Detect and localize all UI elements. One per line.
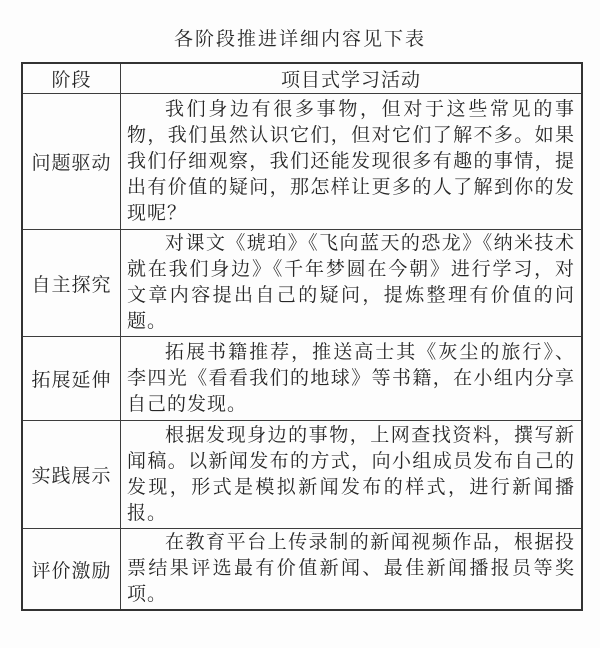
activity-text: 对课文《琥珀》《飞向蓝天的恐龙》《纳米技术就在我们身边》《千年梦圆在今朝》进行学习，对文章内容提出自己的疑问，提炼整理有价值的问题。 xyxy=(127,233,575,332)
document-title: 各阶段推进详细内容见下表 xyxy=(173,29,426,50)
stage-label: 自主探究 xyxy=(22,230,121,337)
activity-text: 在教育平台上传录制的新闻视频作品，根据投票结果评选最有价值新闻、最佳新闻播报员等奖项。 xyxy=(127,532,575,605)
column-header-stage: 阶段 xyxy=(22,63,121,94)
table-row xyxy=(22,94,582,230)
activity-cell xyxy=(121,421,583,529)
activity-cell xyxy=(121,230,583,337)
stage-label: 问题驱动 xyxy=(22,94,121,230)
stage-label: 实践展示 xyxy=(22,421,121,529)
table-row xyxy=(22,337,582,421)
stage-label: 评价激励 xyxy=(22,529,121,611)
activity-cell xyxy=(121,337,583,421)
table-row xyxy=(22,529,582,611)
table-header-row xyxy=(22,63,582,94)
stage-label: 拓展延伸 xyxy=(22,337,121,421)
column-header-activity: 项目式学习活动 xyxy=(121,63,583,94)
stages-table xyxy=(21,62,583,611)
activity-text: 拓展书籍推荐，推送高士其《灰尘的旅行》、李四光《看看我们的地球》等书籍，在小组内分享自己的发现。 xyxy=(127,341,575,415)
activity-cell xyxy=(121,94,583,230)
activity-text: 根据发现身边的事物，上网查找资料，撰写新闻稿。以新闻发布的方式，向小组成员发布自己的发现，形式是模拟新闻发布的样式，进行新闻播报。 xyxy=(127,424,575,524)
table-row xyxy=(22,230,582,337)
table-row xyxy=(22,421,582,529)
document-page xyxy=(0,24,600,648)
activity-cell xyxy=(121,529,583,611)
activity-text: 我们身边有很多事物，但对于这些常见的事物，我们虽然认识它们，但对它们了解不多。如果我们仔细观察，我们还能发现很多有趣的事情，提出有价值的疑问，那怎样让更多的人了解到你的发现呢？ xyxy=(127,98,575,224)
